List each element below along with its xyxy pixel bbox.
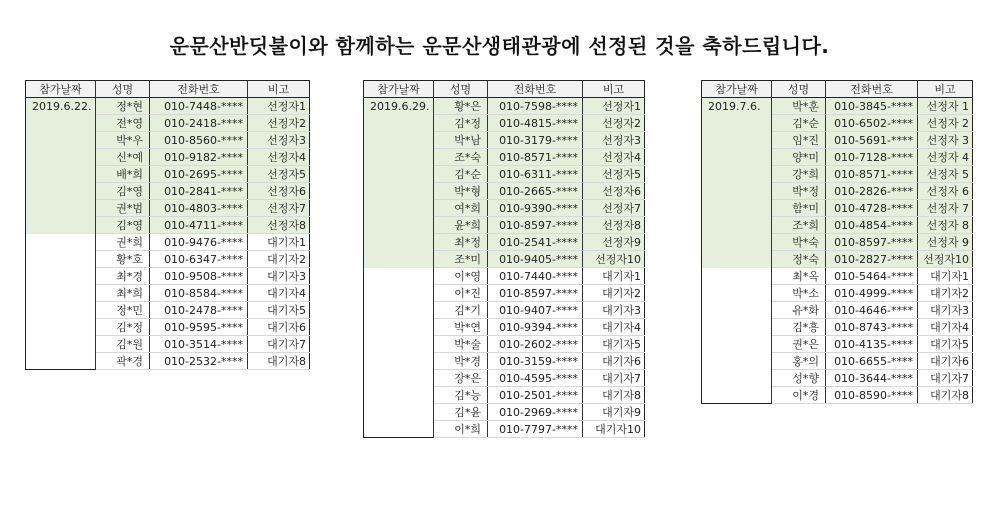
- participant-name: 최*경: [96, 268, 150, 285]
- participant-name: 김*정: [96, 319, 150, 336]
- status-note: 대기자2: [248, 251, 310, 268]
- participation-date: [364, 302, 434, 319]
- participation-date: [26, 217, 96, 234]
- participation-date: [702, 183, 772, 200]
- table-row: [26, 234, 310, 251]
- table-row: [26, 149, 310, 166]
- status-note: 대기자5: [583, 336, 645, 353]
- table-row: [702, 268, 973, 285]
- participation-date: [26, 183, 96, 200]
- phone-number: 010-2418-****: [150, 115, 248, 132]
- phone-number: 010-4646-****: [826, 302, 918, 319]
- table-row: [364, 268, 645, 285]
- phone-number: 010-2695-****: [150, 166, 248, 183]
- roster-table-6-22: [25, 80, 310, 370]
- phone-number: 010-4711-****: [150, 217, 248, 234]
- status-note: 선정자2: [583, 115, 645, 132]
- participant-name: 김*윤: [434, 404, 488, 421]
- phone-number: 010-8571-****: [826, 166, 918, 183]
- participation-date: [702, 251, 772, 268]
- participant-name: 이*영: [434, 268, 488, 285]
- participant-name: 조*숙: [434, 149, 488, 166]
- phone-number: 010-9182-****: [150, 149, 248, 166]
- phone-number: 010-2501-****: [488, 387, 583, 404]
- phone-number: 010-5691-****: [826, 132, 918, 149]
- table-row: [26, 115, 310, 132]
- participation-date: [364, 285, 434, 302]
- table-row: [26, 200, 310, 217]
- phone-number: 010-4815-****: [488, 115, 583, 132]
- phone-number: 010-3845-****: [826, 98, 918, 115]
- table-row: [702, 217, 973, 234]
- table-row: [26, 285, 310, 302]
- column-header-date: 참가날짜: [364, 81, 434, 98]
- participant-name: 박*숙: [772, 234, 826, 251]
- table-row: [364, 183, 645, 200]
- status-note: 대기자2: [918, 285, 973, 302]
- participation-date: [702, 166, 772, 183]
- participant-name: 박*정: [772, 183, 826, 200]
- participation-date: [364, 387, 434, 404]
- participant-name: 전*영: [96, 115, 150, 132]
- participant-name: 박*경: [434, 353, 488, 370]
- header-row: [364, 81, 645, 98]
- participant-name: 권*범: [96, 200, 150, 217]
- column-header-phone: 전화번호: [150, 81, 248, 98]
- status-note: 선정자5: [248, 166, 310, 183]
- participant-name: 권*희: [96, 234, 150, 251]
- phone-number: 010-7448-****: [150, 98, 248, 115]
- phone-number: 010-4999-****: [826, 285, 918, 302]
- phone-number: 010-8571-****: [488, 149, 583, 166]
- status-note: 선정자6: [248, 183, 310, 200]
- status-note: 선정자 2: [918, 115, 973, 132]
- phone-number: 010-4803-****: [150, 200, 248, 217]
- participation-date: [26, 200, 96, 217]
- table-row: [702, 200, 973, 217]
- table-row: [702, 234, 973, 251]
- table-row: [364, 98, 645, 115]
- table-row: [26, 166, 310, 183]
- status-note: 대기자5: [248, 302, 310, 319]
- participant-name: 이*경: [772, 387, 826, 404]
- phone-number: 010-7128-****: [826, 149, 918, 166]
- phone-number: 010-8743-****: [826, 319, 918, 336]
- participation-date: [364, 200, 434, 217]
- table-row: [702, 353, 973, 370]
- participation-date: [702, 370, 772, 387]
- participation-date: [364, 115, 434, 132]
- status-note: 대기자3: [248, 268, 310, 285]
- participation-date: [364, 149, 434, 166]
- phone-number: 010-6502-****: [826, 115, 918, 132]
- status-note: 대기자5: [918, 336, 973, 353]
- table-row: [364, 336, 645, 353]
- status-note: 대기자7: [918, 370, 973, 387]
- page-title: 운문산반딧불이와 함께하는 운문산생태관광에 선정된 것을 축하드립니다.: [169, 34, 830, 58]
- participant-name: 김*순: [434, 166, 488, 183]
- phone-number: 010-2827-****: [826, 251, 918, 268]
- participant-name: 박*우: [96, 132, 150, 149]
- status-note: 선정자3: [248, 132, 310, 149]
- participant-name: 장*은: [434, 370, 488, 387]
- status-note: 대기자3: [583, 302, 645, 319]
- participant-name: 정*숙: [772, 251, 826, 268]
- phone-number: 010-9508-****: [150, 268, 248, 285]
- status-note: 대기자1: [918, 268, 973, 285]
- table-row: [702, 285, 973, 302]
- phone-number: 010-4728-****: [826, 200, 918, 217]
- table-row: [26, 217, 310, 234]
- table-row: [364, 370, 645, 387]
- header-row: [26, 81, 310, 98]
- participation-date: [364, 370, 434, 387]
- participation-date: [364, 404, 434, 421]
- participation-date: [702, 217, 772, 234]
- status-note: 대기자10: [583, 421, 645, 438]
- participant-name: 임*진: [772, 132, 826, 149]
- column-header-note: 비고: [248, 81, 310, 98]
- phone-number: 010-2665-****: [488, 183, 583, 200]
- participant-name: 김*흥: [772, 319, 826, 336]
- roster-table-6-29: [363, 80, 645, 438]
- table-row: [702, 149, 973, 166]
- participant-name: 신*예: [96, 149, 150, 166]
- participant-name: 여*희: [434, 200, 488, 217]
- participation-date: [364, 268, 434, 285]
- column-header-name: 성명: [772, 81, 826, 98]
- status-note: 선정자1: [583, 98, 645, 115]
- participant-name: 강*희: [772, 166, 826, 183]
- participant-name: 박*연: [434, 319, 488, 336]
- phone-number: 010-9476-****: [150, 234, 248, 251]
- phone-number: 010-7440-****: [488, 268, 583, 285]
- phone-number: 010-4854-****: [826, 217, 918, 234]
- participation-date: [702, 319, 772, 336]
- column-header-date: 참가날짜: [26, 81, 96, 98]
- status-note: 선정자 7: [918, 200, 973, 217]
- participation-date: [26, 251, 96, 268]
- table-row: [26, 353, 310, 370]
- participant-name: 정*현: [96, 98, 150, 115]
- table-row: [364, 149, 645, 166]
- status-note: 대기자4: [583, 319, 645, 336]
- participation-date: [702, 200, 772, 217]
- status-note: 대기자8: [248, 353, 310, 370]
- column-header-name: 성명: [96, 81, 150, 98]
- table-row: [364, 217, 645, 234]
- phone-number: 010-2841-****: [150, 183, 248, 200]
- phone-number: 010-3644-****: [826, 370, 918, 387]
- table-row: [702, 387, 973, 404]
- participation-date: [364, 132, 434, 149]
- participation-date: [702, 285, 772, 302]
- participation-date: [702, 149, 772, 166]
- participation-date: [364, 251, 434, 268]
- participation-date: [364, 336, 434, 353]
- phone-number: 010-6655-****: [826, 353, 918, 370]
- status-note: 대기자4: [918, 319, 973, 336]
- status-note: 대기자6: [583, 353, 645, 370]
- status-note: 선정자 3: [918, 132, 973, 149]
- participant-name: 박*소: [772, 285, 826, 302]
- phone-number: 010-2478-****: [150, 302, 248, 319]
- participant-name: 조*미: [434, 251, 488, 268]
- participation-date: [26, 285, 96, 302]
- participant-name: 김*기: [434, 302, 488, 319]
- participant-name: 윤*희: [434, 217, 488, 234]
- phone-number: 010-4135-****: [826, 336, 918, 353]
- column-header-note: 비고: [918, 81, 973, 98]
- participant-name: 이*진: [434, 285, 488, 302]
- participant-name: 최*희: [96, 285, 150, 302]
- participation-date: [26, 302, 96, 319]
- phone-number: 010-8584-****: [150, 285, 248, 302]
- participation-date: [364, 217, 434, 234]
- participation-date: [702, 387, 772, 404]
- phone-number: 010-3159-****: [488, 353, 583, 370]
- status-note: 선정자10: [583, 251, 645, 268]
- phone-number: 010-8560-****: [150, 132, 248, 149]
- status-note: 선정자6: [583, 183, 645, 200]
- status-note: 선정자 8: [918, 217, 973, 234]
- participant-name: 양*미: [772, 149, 826, 166]
- participation-date: [702, 234, 772, 251]
- phone-number: 010-8597-****: [826, 234, 918, 251]
- table-row: [702, 251, 973, 268]
- status-note: 선정자2: [248, 115, 310, 132]
- status-note: 선정자8: [248, 217, 310, 234]
- phone-number: 010-2541-****: [488, 234, 583, 251]
- table-row: [364, 251, 645, 268]
- status-note: 대기자4: [248, 285, 310, 302]
- column-header-date: 참가날짜: [702, 81, 772, 98]
- phone-number: 010-3514-****: [150, 336, 248, 353]
- participation-date: [26, 234, 96, 251]
- phone-number: 010-3179-****: [488, 132, 583, 149]
- participation-date: 2019.6.29.: [364, 98, 434, 115]
- table-row: [702, 370, 973, 387]
- status-note: 선정자4: [583, 149, 645, 166]
- participant-name: 권*은: [772, 336, 826, 353]
- table-row: [26, 268, 310, 285]
- participant-name: 박*술: [434, 336, 488, 353]
- status-note: 대기자7: [248, 336, 310, 353]
- participant-name: 최*옥: [772, 268, 826, 285]
- participant-name: 유*화: [772, 302, 826, 319]
- participation-date: [702, 302, 772, 319]
- table-row: [26, 98, 310, 115]
- participant-name: 김*영: [96, 183, 150, 200]
- status-note: 대기자1: [583, 268, 645, 285]
- participant-name: 조*희: [772, 217, 826, 234]
- participant-name: 성*향: [772, 370, 826, 387]
- table-row: [364, 387, 645, 404]
- participant-name: 김*능: [434, 387, 488, 404]
- participant-name: 김*순: [772, 115, 826, 132]
- status-note: 대기자3: [918, 302, 973, 319]
- participation-date: [364, 166, 434, 183]
- participation-date: 2019.7.6.: [702, 98, 772, 115]
- phone-number: 010-9405-****: [488, 251, 583, 268]
- participant-name: 박*훈: [772, 98, 826, 115]
- participation-date: [702, 268, 772, 285]
- participation-date: [26, 132, 96, 149]
- participation-date: [702, 353, 772, 370]
- participation-date: [702, 115, 772, 132]
- table-row: [26, 319, 310, 336]
- status-note: 선정자9: [583, 234, 645, 251]
- header-row: [702, 81, 973, 98]
- phone-number: 010-7598-****: [488, 98, 583, 115]
- participation-date: [364, 353, 434, 370]
- participation-date: [364, 234, 434, 251]
- table-row: [364, 115, 645, 132]
- participation-date: [26, 268, 96, 285]
- participation-date: [364, 319, 434, 336]
- status-note: 선정자 1: [918, 98, 973, 115]
- participation-date: [364, 421, 434, 438]
- phone-number: 010-2969-****: [488, 404, 583, 421]
- participation-date: [26, 353, 96, 370]
- participant-name: 정*민: [96, 302, 150, 319]
- participation-date: [26, 166, 96, 183]
- table-row: [364, 285, 645, 302]
- table-row: [702, 336, 973, 353]
- participant-name: 이*희: [434, 421, 488, 438]
- roster-table-7-6: [701, 80, 973, 404]
- status-note: 선정자 4: [918, 149, 973, 166]
- status-note: 선정자10: [918, 251, 973, 268]
- status-note: 선정자 5: [918, 166, 973, 183]
- phone-number: 010-9595-****: [150, 319, 248, 336]
- status-note: 선정자8: [583, 217, 645, 234]
- participation-date: [364, 183, 434, 200]
- status-note: 선정자 6: [918, 183, 973, 200]
- table-row: [702, 132, 973, 149]
- table-row: [364, 404, 645, 421]
- participant-name: 김*영: [96, 217, 150, 234]
- phone-number: 010-9390-****: [488, 200, 583, 217]
- phone-number: 010-7797-****: [488, 421, 583, 438]
- status-note: 선정자1: [248, 98, 310, 115]
- status-note: 선정자5: [583, 166, 645, 183]
- column-header-note: 비고: [583, 81, 645, 98]
- status-note: 대기자7: [583, 370, 645, 387]
- table-row: [702, 115, 973, 132]
- status-note: 대기자8: [918, 387, 973, 404]
- table-row: [702, 98, 973, 115]
- status-note: 선정자 9: [918, 234, 973, 251]
- participant-name: 박*형: [434, 183, 488, 200]
- phone-number: 010-8590-****: [826, 387, 918, 404]
- column-header-phone: 전화번호: [826, 81, 918, 98]
- phone-number: 010-2602-****: [488, 336, 583, 353]
- participation-date: 2019.6.22.: [26, 98, 96, 115]
- phone-number: 010-9407-****: [488, 302, 583, 319]
- participant-name: 김*원: [96, 336, 150, 353]
- table-row: [364, 302, 645, 319]
- status-note: 선정자7: [248, 200, 310, 217]
- phone-number: 010-9394-****: [488, 319, 583, 336]
- participation-date: [26, 319, 96, 336]
- participation-date: [26, 149, 96, 166]
- participant-name: 배*희: [96, 166, 150, 183]
- phone-number: 010-8597-****: [488, 217, 583, 234]
- table-row: [364, 234, 645, 251]
- table-row: [364, 166, 645, 183]
- table-row: [364, 421, 645, 438]
- participant-name: 박*남: [434, 132, 488, 149]
- status-note: 대기자1: [248, 234, 310, 251]
- table-row: [26, 132, 310, 149]
- table-row: [702, 183, 973, 200]
- participant-name: 황*호: [96, 251, 150, 268]
- participation-date: [26, 336, 96, 353]
- phone-number: 010-5464-****: [826, 268, 918, 285]
- phone-number: 010-2826-****: [826, 183, 918, 200]
- table-row: [364, 132, 645, 149]
- status-note: 대기자8: [583, 387, 645, 404]
- status-note: 대기자6: [248, 319, 310, 336]
- phone-number: 010-4595-****: [488, 370, 583, 387]
- participant-name: 곽*경: [96, 353, 150, 370]
- table-row: [364, 353, 645, 370]
- table-row: [26, 336, 310, 353]
- table-row: [26, 251, 310, 268]
- participant-name: 홍*의: [772, 353, 826, 370]
- status-note: 선정자3: [583, 132, 645, 149]
- participant-name: 황*은: [434, 98, 488, 115]
- table-row: [702, 319, 973, 336]
- phone-number: 010-2532-****: [150, 353, 248, 370]
- participant-name: 함*미: [772, 200, 826, 217]
- table-row: [26, 302, 310, 319]
- status-note: 대기자9: [583, 404, 645, 421]
- status-note: 대기자2: [583, 285, 645, 302]
- table-row: [702, 302, 973, 319]
- table-row: [26, 183, 310, 200]
- participant-name: 최*정: [434, 234, 488, 251]
- table-row: [702, 166, 973, 183]
- status-note: 선정자4: [248, 149, 310, 166]
- participation-date: [26, 115, 96, 132]
- status-note: 선정자7: [583, 200, 645, 217]
- table-row: [364, 319, 645, 336]
- participation-date: [702, 336, 772, 353]
- participant-name: 김*정: [434, 115, 488, 132]
- phone-number: 010-8597-****: [488, 285, 583, 302]
- column-header-name: 성명: [434, 81, 488, 98]
- phone-number: 010-6347-****: [150, 251, 248, 268]
- status-note: 대기자6: [918, 353, 973, 370]
- participation-date: [702, 132, 772, 149]
- phone-number: 010-6311-****: [488, 166, 583, 183]
- column-header-phone: 전화번호: [488, 81, 583, 98]
- table-row: [364, 200, 645, 217]
